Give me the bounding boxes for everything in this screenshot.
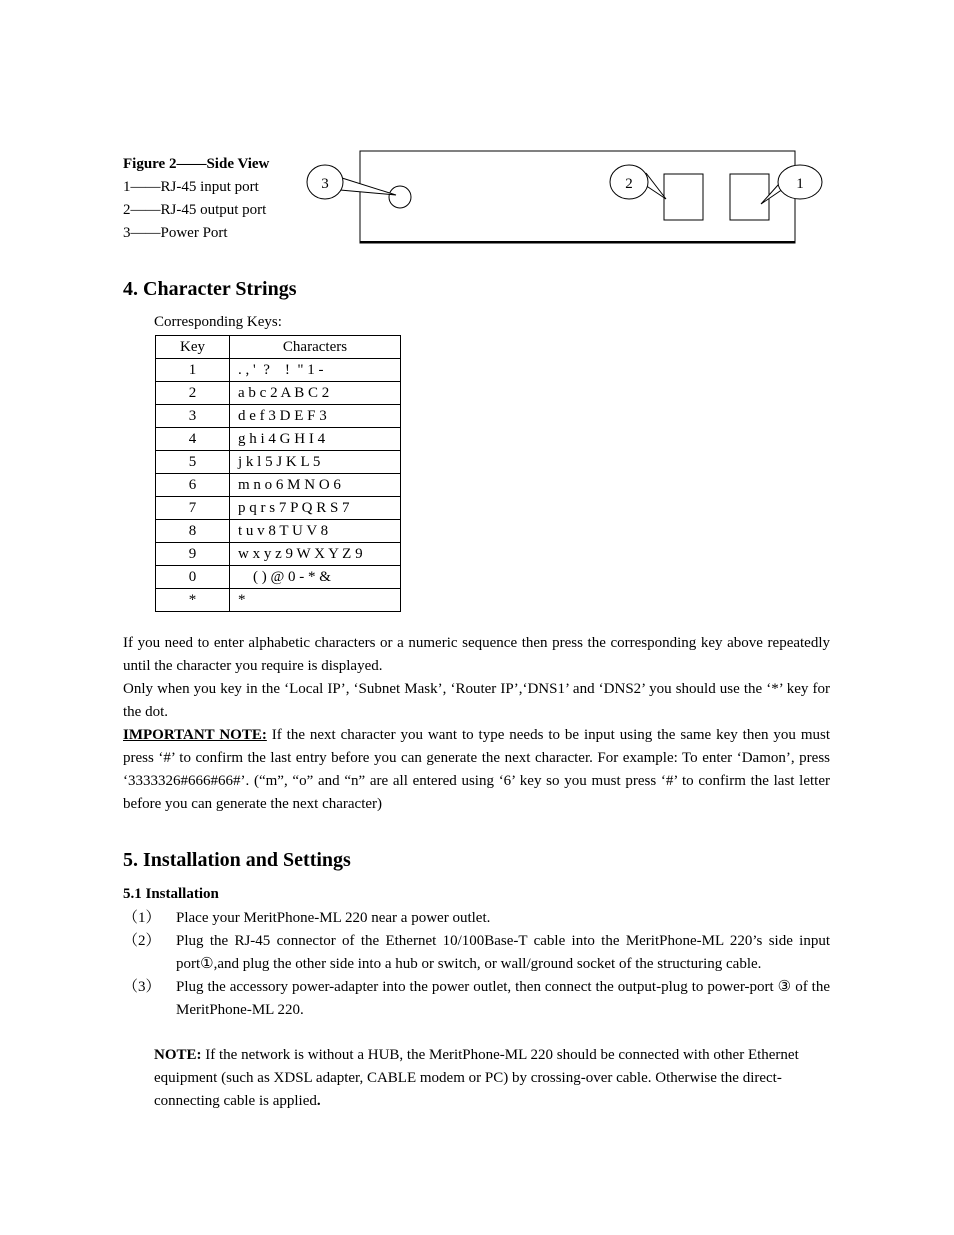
table-row bbox=[156, 405, 401, 428]
corresponding-keys-label: Corresponding Keys: bbox=[154, 314, 282, 330]
characters-cell: t u v 8 T U V 8 bbox=[230, 520, 401, 543]
section-5-heading: 5. Installation and Settings bbox=[123, 849, 351, 871]
characters-cell: * bbox=[230, 589, 401, 612]
important-note-text: If the next character you want to type needs to be input using the same key then you must press ‘#’ to confirm the last entry before you can generate the next character. For example: To enter ‘Damon’, press ‘3333326#666#66#’. (“m”, “o” and “n” are all entered using ‘6’ key so you must press ‘#’ to confirm the last letter before you can generate the next character) bbox=[123, 727, 830, 812]
list-item bbox=[123, 930, 830, 976]
network-note bbox=[154, 1044, 830, 1113]
characters-cell: w x y z 9 W X Y Z 9 bbox=[230, 543, 401, 566]
note-end: . bbox=[316, 1093, 321, 1109]
figure-item-1: 1——RJ-45 input port bbox=[123, 179, 259, 195]
key-cell: 4 bbox=[156, 428, 230, 451]
note-text: If the network is without a HUB, the MeritPhone-ML 220 should be connected with other Ethernet equipment (such as XDSL adapter, CABLE modem or PC) by crossing-over cable. Otherwise the direct-connecting cable is applied bbox=[154, 1047, 799, 1109]
key-cell: 5 bbox=[156, 451, 230, 474]
figure-title: Figure 2——Side View bbox=[123, 156, 270, 172]
step-text: Place your MeritPhone-ML 220 near a power outlet. bbox=[176, 910, 491, 926]
installation-subheading: 5.1 Installation bbox=[123, 886, 219, 902]
characters-cell: m n o 6 M N O 6 bbox=[230, 474, 401, 497]
characters-cell: . , ' ? ! " 1 - bbox=[230, 359, 401, 382]
paragraph-repeat-press: If you need to enter alphabetic characters or a numeric sequence then press the corresponding key above repeatedly until the character you require is displayed. bbox=[123, 635, 830, 674]
side-view-diagram bbox=[300, 145, 830, 250]
key-cell: 0 bbox=[156, 566, 230, 589]
figure-item-2: 2——RJ-45 output port bbox=[123, 202, 267, 218]
important-note bbox=[123, 724, 830, 816]
important-note-label: IMPORTANT NOTE: bbox=[123, 727, 267, 743]
character-table bbox=[155, 335, 401, 612]
table-row bbox=[156, 520, 401, 543]
output-port bbox=[664, 174, 703, 220]
list-item bbox=[123, 976, 830, 1022]
figure-caption bbox=[123, 153, 269, 245]
step-text: Plug the RJ-45 connector of the Ethernet 10/100Base-T cable into the MeritPhone-ML 220’s side input port①,and plug the other side into a hub or switch, or wall/ground socket of the structuring cable. bbox=[176, 933, 830, 972]
step-number: （1） bbox=[123, 910, 161, 926]
characters-cell: p q r s 7 P Q R S 7 bbox=[230, 497, 401, 520]
header-characters: Characters bbox=[230, 336, 401, 359]
table-row bbox=[156, 474, 401, 497]
key-cell: 7 bbox=[156, 497, 230, 520]
characters-cell: d e f 3 D E F 3 bbox=[230, 405, 401, 428]
callout-3-label: 3 bbox=[321, 176, 329, 192]
key-cell: 3 bbox=[156, 405, 230, 428]
table-row bbox=[156, 428, 401, 451]
key-cell: 8 bbox=[156, 520, 230, 543]
key-cell: 1 bbox=[156, 359, 230, 382]
step-number: （2） bbox=[123, 933, 161, 949]
table-row bbox=[156, 543, 401, 566]
input-port bbox=[730, 174, 769, 220]
header-key: Key bbox=[156, 336, 230, 359]
characters-cell: a b c 2 A B C 2 bbox=[230, 382, 401, 405]
callout-3 bbox=[307, 165, 396, 199]
callout-1-label: 1 bbox=[796, 176, 804, 192]
table-row bbox=[156, 566, 401, 589]
power-port bbox=[389, 186, 411, 208]
table-row bbox=[156, 382, 401, 405]
step-number: （3） bbox=[123, 979, 161, 995]
callout-2 bbox=[610, 165, 666, 199]
table-row bbox=[156, 359, 401, 382]
note-label: NOTE: bbox=[154, 1047, 202, 1063]
installation-steps bbox=[123, 907, 830, 1022]
key-cell: 9 bbox=[156, 543, 230, 566]
figure-item-3: 3——Power Port bbox=[123, 225, 228, 241]
section-4-heading: 4. Character Strings bbox=[123, 278, 297, 300]
key-cell: 6 bbox=[156, 474, 230, 497]
key-cell: 2 bbox=[156, 382, 230, 405]
table-row bbox=[156, 497, 401, 520]
table-row bbox=[156, 589, 401, 612]
list-item bbox=[123, 907, 830, 930]
callout-1 bbox=[761, 165, 822, 204]
step-text: Plug the accessory power-adapter into the power outlet, then connect the output-plug to power-port ③ of the MeritPhone-ML 220. bbox=[176, 979, 830, 1018]
paragraph-dot-key: Only when you key in the ‘Local IP’, ‘Subnet Mask’, ‘Router IP’,‘DNS1’ and ‘DNS2’ you should use the ‘*’ key for the dot. bbox=[123, 681, 830, 720]
characters-cell: j k l 5 J K L 5 bbox=[230, 451, 401, 474]
table-header-row bbox=[156, 336, 401, 359]
callout-2-label: 2 bbox=[625, 176, 633, 192]
characters-cell: ( ) @ 0 - * & bbox=[230, 566, 401, 589]
table-row bbox=[156, 451, 401, 474]
characters-cell: g h i 4 G H I 4 bbox=[230, 428, 401, 451]
key-cell: * bbox=[156, 589, 230, 612]
